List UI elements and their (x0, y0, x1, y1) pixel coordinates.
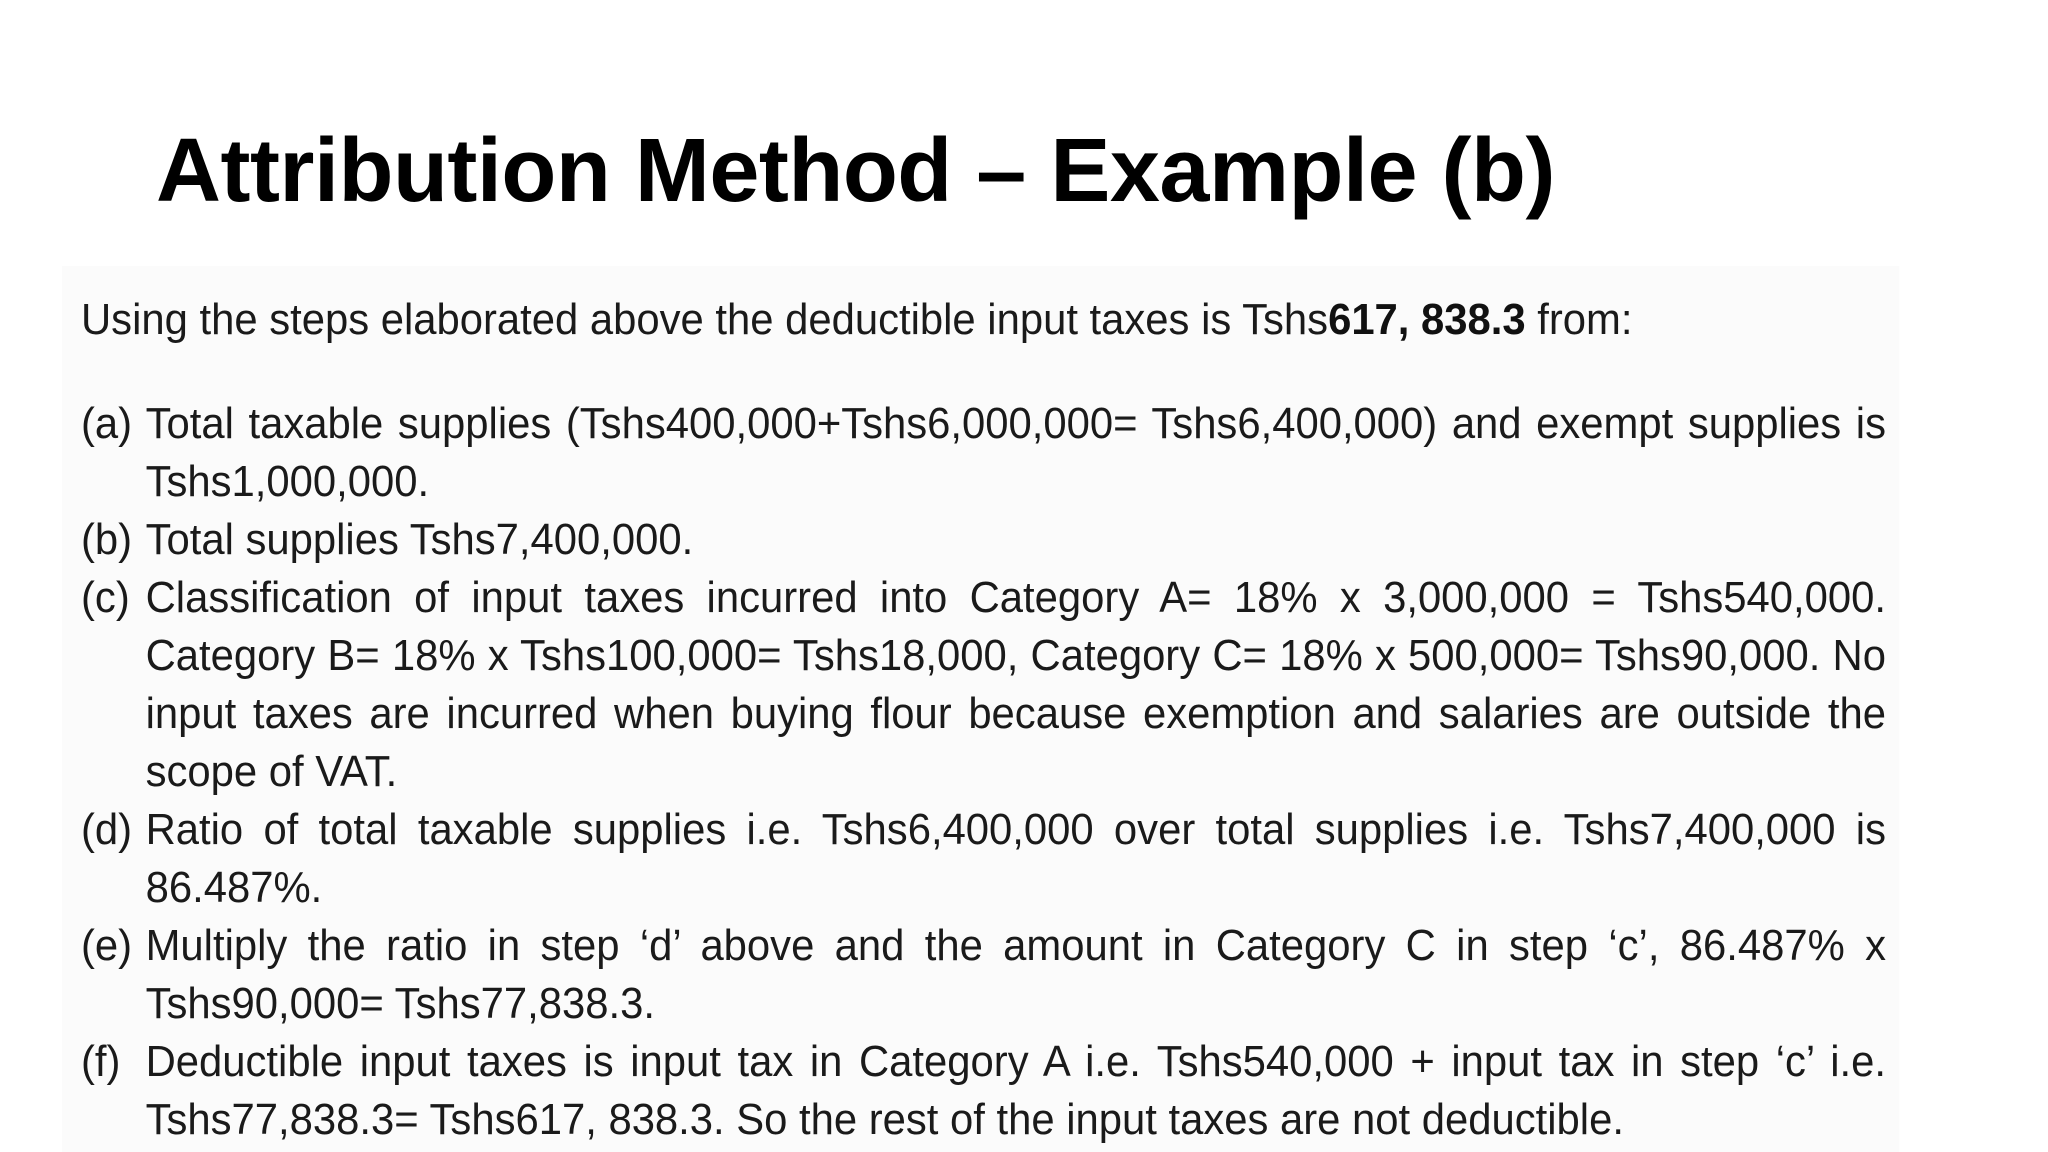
intro-amount: 617, 838.3 (1328, 295, 1526, 344)
list-item (81, 395, 1886, 511)
scanned-document-excerpt (62, 266, 1899, 1152)
step-marker: (f) (81, 1037, 121, 1086)
slide-title: Attribution Method – Example (b) (156, 121, 1555, 221)
step-marker: (d) (81, 805, 133, 854)
list-item (81, 569, 1886, 801)
list-item (81, 511, 1886, 569)
intro-sentence (81, 291, 1886, 349)
list-item (81, 801, 1886, 917)
list-item (81, 1033, 1886, 1149)
document-body (81, 291, 1886, 1149)
intro-text-after: from: (1525, 295, 1633, 344)
step-text: Multiply the ratio in step ‘d’ above and the amount in Category C in step ‘c’, 86.487% x Tshs90,000= Tshs77,838.3. (145, 921, 1887, 1028)
step-text: Total supplies Tshs7,400,000. (145, 515, 694, 564)
step-text: Deductible input taxes is input tax in Category A i.e. Tshs540,000 + input tax in step ‘c’ i.e. Tshs77,838.3= Tshs617, 838.3. So the rest of the input taxes are not deductible. (145, 1037, 1887, 1144)
step-text: Total taxable supplies (Tshs400,000+Tshs6,000,000= Tshs6,400,000) and exempt supplies is Tshs1,000,000. (145, 399, 1887, 506)
step-text: Ratio of total taxable supplies i.e. Tshs6,400,000 over total supplies i.e. Tshs7,400,000 is 86.487%. (145, 805, 1887, 912)
steps-list (81, 395, 1886, 1149)
step-marker: (b) (81, 515, 133, 564)
intro-text-before: Using the steps elaborated above the deductible input taxes is Tshs (81, 295, 1329, 344)
step-marker: (c) (81, 573, 130, 622)
step-text: Classification of input taxes incurred into Category A= 18% x 3,000,000 = Tshs540,000. Category B= 18% x Tshs100,000= Tshs18,000, Category C= 18% x 500,000= Tshs90,000. No input taxes are incurred when buying flour because exemption and salaries are outside the scope of VAT. (145, 573, 1887, 796)
list-item (81, 917, 1886, 1033)
step-marker: (a) (81, 399, 133, 448)
step-marker: (e) (81, 921, 133, 970)
